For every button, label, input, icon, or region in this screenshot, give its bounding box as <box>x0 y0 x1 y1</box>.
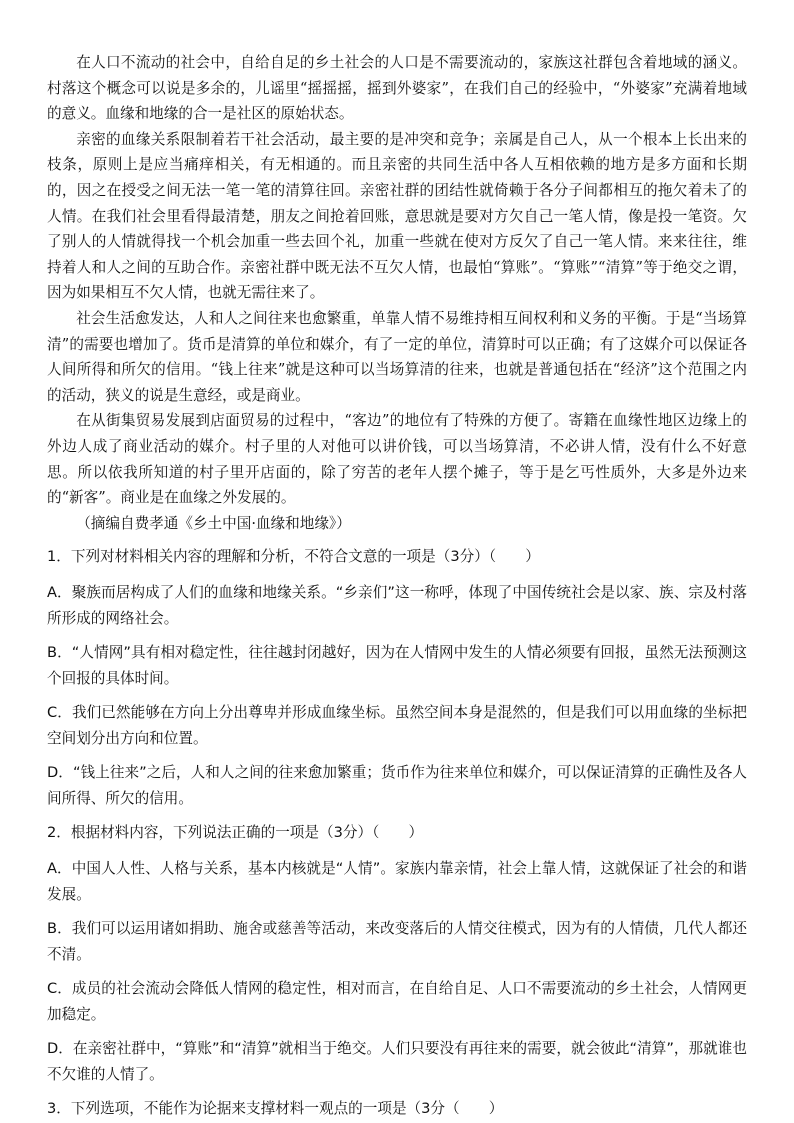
option-text: “钱上往来”之后，人和人之间的往来愈加繁重；货币作为往来单位和媒介，可以保证清算的正确性及各人间所得、所欠的信用。 <box>47 764 747 808</box>
option-text: 在亲密社群中，“算账”和“清算”就相当于绝交。人们只要没有再往来的需要，就会彼此“清算”，那就谁也不欠谁的人情了。 <box>47 1040 747 1084</box>
option-a[interactable] <box>47 580 747 632</box>
option-letter: D． <box>47 764 73 782</box>
option-letter: A． <box>47 860 72 878</box>
passage-paragraph: 社会生活愈发达，人和人之间往来也愈繁重，单靠人情不易维持相互间权利和义务的平衡。于是“当场算清”的需要也增加了。货币是清算的单位和媒介，有了一定的单位，清算时可以正确；有了这媒介可以保证各人间所得和所欠的信用。“钱上往来”就是这种可以当场算清的往来，也就是普通包括在“经济”这个范围之内的活动，狭义的说是生意经，或是商业。 <box>47 309 747 404</box>
question-list <box>47 544 747 1122</box>
question-3 <box>47 1096 747 1122</box>
option-text: “人情网”具有相对稳定性，往往越封闭越好，因为在人情网中发生的人情必须要有回报，虽然无法预测这个回报的具体时间。 <box>47 644 747 688</box>
passage-paragraph: 在人口不流动的社会中，自给自足的乡土社会的人口是不需要流动的，家族这社群包含着地域的涵义。村落这个概念可以说是多余的，儿谣里“摇摇摇，摇到外婆家”，在我们自己的经验中，“外婆家”充满着地域的意义。血缘和地缘的合一是社区的原始状态。 <box>47 54 747 123</box>
option-text: 中国人人性、人格与关系，基本内核就是“人情”。家族内靠亲情，社会上靠人情，这就保证了社会的和谐发展。 <box>47 860 747 904</box>
question-stem: 1．下列对材料相关内容的理解和分析，不符合文意的一项是（3分）（ ） <box>47 548 540 566</box>
passage-paragraph: 亲密的血缘关系限制着若干社会活动，最主要的是冲突和竞争；亲属是自己人，从一个根本上长出来的枝条，原则上是应当痛痒相关，有无相通的。而且亲密的共同生活中各人互相依赖的地方是多方面和长期的，因之在授受之间无法一笔一笔的清算往回。亲密社群的团结性就倚赖于各分子间都相互的拖欠着未了的人情。在我们社会里看得最清楚，朋友之间抢着回账，意思就是要对方欠自己一笔人情，像是投一笔资。欠了别人的人情就得找一个机会加重一些去回个礼，加重一些就在使对方反欠了自己一笔人情。来来往往，维持着人和人之间的互助合作。亲密社群中既无法不互欠人情，也最怕“算账”。“算账”“清算”等于绝交之谓，因为如果相互不欠人情，也就无需往来了。 <box>47 130 747 302</box>
option-d[interactable] <box>47 760 747 812</box>
option-letter: B． <box>47 920 72 938</box>
question-2 <box>47 820 747 1088</box>
option-letter: B． <box>47 644 72 662</box>
option-text: 我们已然能够在方向上分出尊卑并形成血缘坐标。虽然空间本身是混然的，但是我们可以用血缘的坐标把空间划分出方向和位置。 <box>47 704 747 748</box>
option-c[interactable] <box>47 700 747 752</box>
passage-source: （摘编自费孝通《乡土中国·血缘和地缘》） <box>76 514 351 532</box>
option-c[interactable] <box>47 976 747 1028</box>
option-text: 我们可以运用诸如捐助、施舍或慈善等活动，来改变落后的人情交往模式，因为有的人情债，几代人都还不清。 <box>47 920 747 964</box>
question-stem: 3．下列选项，不能作为论据来支撑材料一观点的一项是（3分（ ） <box>47 1100 504 1118</box>
option-b[interactable] <box>47 640 747 692</box>
reading-passage <box>47 50 747 536</box>
option-letter: A． <box>47 584 72 602</box>
option-b[interactable] <box>47 916 747 968</box>
option-letter: D． <box>47 1040 73 1058</box>
option-text: 成员的社会流动会降低人情网的稳定性，相对而言，在自给自足、人口不需要流动的乡土社会，人情网更加稳定。 <box>47 980 747 1024</box>
question-stem: 2．根据材料内容，下列说法正确的一项是（3分）（ ） <box>47 824 424 842</box>
passage-paragraph: 在从街集贸易发展到店面贸易的过程中，“客边”的地位有了特殊的方便了。寄籍在血缘性地区边缘上的外边人成了商业活动的媒介。村子里的人对他可以讲价钱，可以当场算清，不必讲人情，没有什么不好意思。所以依我所知道的村子里开店面的，除了穷苦的老年人摆个摊子，等于是乞丐性质外，大多是外边来的“新客”。商业是在血缘之外发展的。 <box>47 412 747 507</box>
option-text: 聚族而居构成了人们的血缘和地缘关系。“乡亲们”这一称呼，体现了中国传统社会是以家、族、宗及村落所形成的网络社会。 <box>47 584 747 628</box>
option-letter: C． <box>47 980 72 998</box>
option-d[interactable] <box>47 1036 747 1088</box>
option-a[interactable] <box>47 856 747 908</box>
option-letter: C． <box>47 704 72 722</box>
question-1 <box>47 544 747 812</box>
